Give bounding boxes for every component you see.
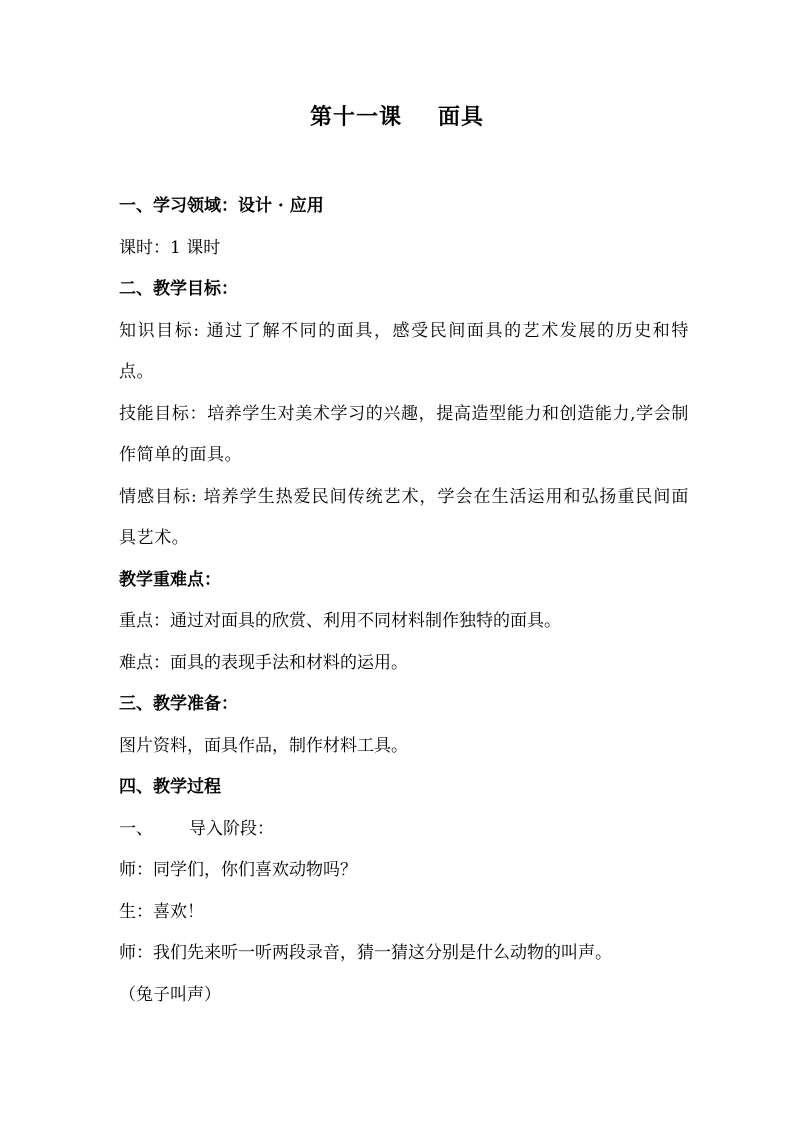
step-title: 导入阶段：	[189, 818, 274, 839]
knowledge-goal-paragraph: 知识目标: 通过了解不同的面具，感受民间面具的艺术发展的历史和特点。	[119, 320, 689, 382]
class-hours-text: 课时：1 课时	[119, 237, 221, 258]
key-point-text: 重点：通过对面具的欣赏、利用不同材料制作独特的面具。	[119, 611, 561, 631]
stage-note-1: （兔子叫声）	[119, 984, 221, 1005]
section-key-points-heading: 教学重难点：	[119, 569, 221, 590]
emotion-goal-paragraph: 情感目标: 培养学生热爱民间传统艺术，学会在生活运用和弘扬重民间面具艺术。	[119, 486, 689, 548]
prep-text: 图片资料，面具作品，制作材料工具。	[119, 735, 408, 756]
title-lesson-name: 面具	[438, 104, 485, 130]
document-body	[119, 186, 689, 1016]
section-goals-heading: 二、教学目标：	[119, 279, 238, 299]
dialogue-teacher-1: 师：同学们，你们喜欢动物吗？	[119, 860, 357, 880]
step-number: 一、	[119, 818, 153, 839]
section-process-heading: 四、教学过程	[119, 777, 221, 797]
title-lesson-number: 第十一课	[309, 104, 402, 130]
section-prep-heading: 三、教学准备：	[119, 694, 238, 714]
step-intro-line	[119, 809, 689, 851]
dialogue-teacher-2: 师：我们先来听一听两段录音，猜一猜这分别是什么动物的叫声。	[119, 943, 612, 963]
section-domain-heading: 一、学习领域：设计 · 应用	[119, 196, 324, 216]
page-title	[0, 100, 794, 131]
skill-goal-paragraph: 技能目标：培养学生对美术学习的兴趣，提高造型能力和创造能力,学会制作简单的面具。	[119, 403, 689, 465]
dialogue-student-1: 生：喜欢！	[119, 901, 204, 922]
difficult-point-text: 难点：面具的表现手法和材料的运用。	[119, 652, 408, 673]
